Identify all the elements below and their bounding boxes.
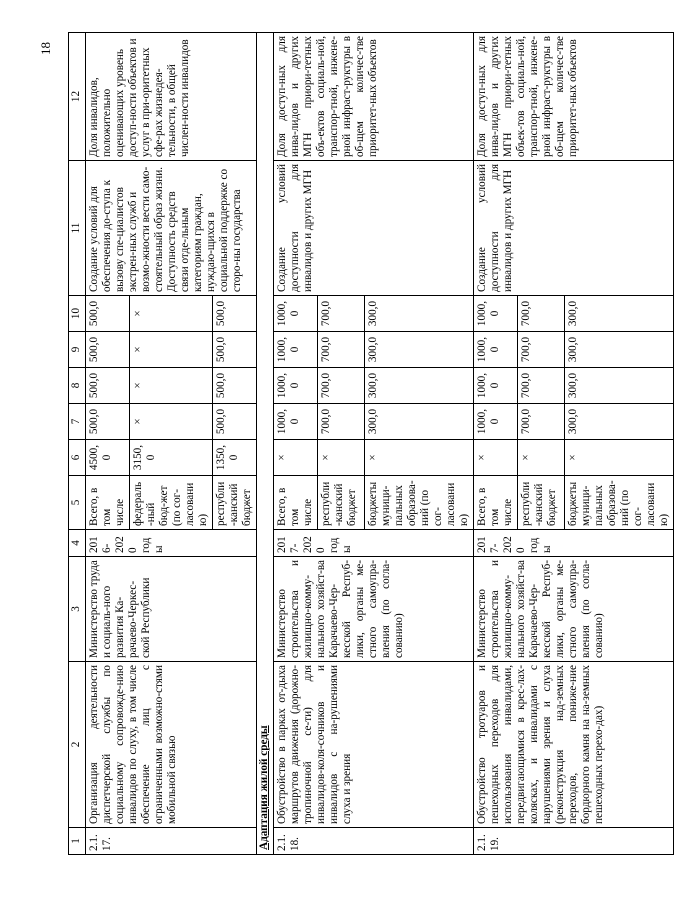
value-cell: 700,0 [318,368,365,404]
value-cell: 700,0 [318,332,365,368]
header-cell: 1 [69,828,86,855]
indicator: Доля инвалидов, положительно оценивающих уровень доступ-ности объектов и услуг в при-оритетных сфе-рах жизнедея-тельности, в общей числен-ности инвалидов [86,33,257,161]
value-cell: 300,0 [565,404,674,440]
source-label: республи-канский бюджет [213,476,257,530]
value-cell: 500,0 [213,332,257,368]
measure-name: Обустройство в парках от-дыха маршрутов движения (дорожно-тропиночной се-ти) для инвалидов-коля-сочников и инвалидов с на-рушениями слуха и зрения [274,662,474,828]
value-cell: 1000,0 [474,296,518,332]
header-cell: 8 [69,368,86,404]
source-label: бюджеты муници-пальных образова-ний (по сог-ласованию) [565,476,674,530]
value-cell: 300,0 [565,296,674,332]
header-cell: 4 [69,530,86,557]
value-cell: 700,0 [318,404,365,440]
period: 2016-2020 годы [86,530,257,557]
value-cell: 700,0 [518,296,565,332]
expected-result: Создание условий для обеспечения до-ступа к вызову спе-циалистов экстрен-ных служб и возмо-жности вести само-стоятельный образ жизни. Доступность средств связи отде-льным категориям граждан, нуждаю-щихся в социальной поддержке со сторо-ны государства [86,161,257,296]
value-cell: 1350,0 [213,440,257,476]
value-cell: × [518,440,565,476]
header-cell: 5 [69,476,86,530]
indicator: Доля доступ-ных для инва-лидов и других МГН приори-тетных объ-ектов социаль-ной, транспор-тной, инжене-рной инфраст-руктуры в об-щем количес-тве приоритет-ных объектов [274,33,474,161]
value-cell: 500,0 [213,404,257,440]
value-cell: 700,0 [518,332,565,368]
period: 2017-2020 годы [474,530,674,557]
source-label: республи-канский бюджет [518,476,565,530]
measure-name: Обустройство тротуаров и пешеходных переходов для использования инвалидами, передвигающимися в крес-лах-колясках, и инвалидами с нарушениями зрения и слуха (реконструкция над-земных переходов, пониже-ние бордюрного камня на на-земных пешеходных перехо-дах) [474,662,674,828]
value-cell: × [130,296,213,332]
table-row [86,33,130,855]
source-label: Всего, в том числе [86,476,130,530]
header-cell: 2 [69,662,86,828]
executor: Министерство труда и социаль-ного развития Ка-рачаево-Черкес-ской Республики [86,557,257,662]
value-cell: 1000,0 [474,368,518,404]
rotated-table-sheet [38,33,670,855]
value-cell: 1000,0 [274,332,318,368]
executor: Министерство строительства и жилищно-комму-нального хозяйст-ва Карачаево-Чер-кесской Респуб-лики, органы ме-стного самоупра-вления (по согла-сованию) [274,557,474,662]
header-cell: 12 [69,33,86,161]
value-cell: 700,0 [318,296,365,332]
header-cell: 11 [69,161,86,296]
value-cell: × [365,440,474,476]
row-number: 2.1.17. [86,828,257,855]
source-label: Всего, в том числе [474,476,518,530]
row-number: 2.1.19. [474,828,674,855]
page-number: 18 [38,42,53,55]
value-cell: 700,0 [518,368,565,404]
source-label: Всего, в том числе [274,476,318,530]
header-cell: 7 [69,404,86,440]
table-row [474,33,518,855]
table-row [274,33,318,855]
value-cell: 300,0 [565,332,674,368]
header-cell: 9 [69,332,86,368]
value-cell: 500,0 [213,368,257,404]
value-cell: 500,0 [86,368,130,404]
executor: Министерство строительства и жилищно-комму-нального хозяйст-ва Карачаево-Чер-кесской Респуб-лики, органы ме-стного самоупра-вления (по согла-сованию) [474,557,674,662]
value-cell: × [130,332,213,368]
value-cell: 500,0 [86,296,130,332]
value-cell: 300,0 [365,296,474,332]
header-cell: 6 [69,440,86,476]
section-title: Адаптация жилой среды [257,33,274,855]
program-measures-table [68,32,674,855]
indicator: Доля доступ-ных для инва-лидов и других МГН приори-тетных объек-тов социаль-ной, транспор-тной, инжене-рной инфраст-руктуры в об-щем количес-тве приоритет-ных объектов [474,33,674,161]
value-cell: × [130,368,213,404]
value-cell: × [318,440,365,476]
expected-result: Создание условий доступности для инвалидов и других МГН [274,161,474,296]
value-cell: 300,0 [365,332,474,368]
value-cell: × [274,440,318,476]
value-cell: 300,0 [365,404,474,440]
value-cell: × [474,440,518,476]
value-cell: × [130,404,213,440]
value-cell: 300,0 [365,368,474,404]
value-cell: 1000,0 [474,332,518,368]
value-cell: 1000,0 [274,404,318,440]
value-cell: 700,0 [518,404,565,440]
header-row [69,33,86,855]
expected-result: Создание условий доступности для инвалидов и других МГН [474,161,674,296]
header-cell: 3 [69,557,86,662]
source-label: федераль-ный бюд-жет (по сог-ласованию) [130,476,213,530]
period: 2017-2020 годы [274,530,474,557]
row-number: 2.1.18. [274,828,474,855]
measure-name: Организация деятельности диспетчерской службы по социальному сопровожде-нию инвалидов по слуху, в том числе обеспечение лиц с ограниченными возможно-стями мобильной связью [86,662,257,828]
value-cell: 3150,0 [130,440,213,476]
source-label: республи-канский бюджет [318,476,365,530]
value-cell: 4500,0 [86,440,130,476]
value-cell: 1000,0 [274,368,318,404]
value-cell: 500,0 [213,296,257,332]
value-cell: 1000,0 [274,296,318,332]
value-cell: 300,0 [565,368,674,404]
section-row [257,33,274,855]
value-cell: 500,0 [86,332,130,368]
value-cell: 1000,0 [474,404,518,440]
value-cell: 500,0 [86,404,130,440]
value-cell: × [565,440,674,476]
header-cell: 10 [69,296,86,332]
source-label: бюджеты муници-пальных образова-ний (по сог-ласованию) [365,476,474,530]
